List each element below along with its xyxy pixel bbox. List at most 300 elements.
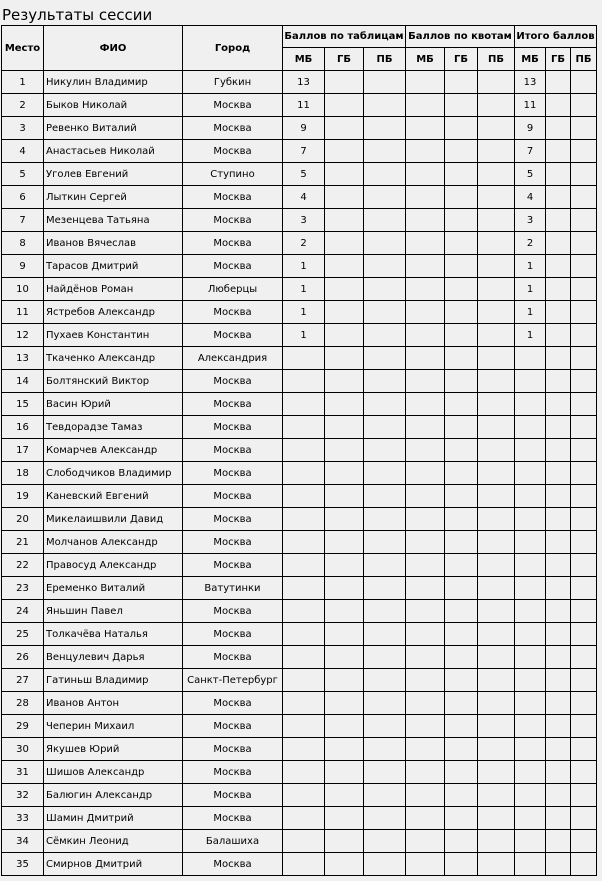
- total-pb-cell: [571, 784, 597, 807]
- total-mb-cell: [515, 577, 546, 600]
- tables-mb-cell: [283, 715, 325, 738]
- tables-mb-cell: 1: [283, 255, 325, 278]
- name-cell: Мезенцева Татьяна: [44, 209, 183, 232]
- place-cell: 9: [2, 255, 44, 278]
- quotas-gb-cell: [445, 71, 478, 94]
- total-mb-cell: [515, 807, 546, 830]
- table-row: [2, 738, 597, 761]
- place-cell: 33: [2, 807, 44, 830]
- tables-mb-cell: [283, 485, 325, 508]
- total-pb-cell: [571, 715, 597, 738]
- place-cell: 35: [2, 853, 44, 876]
- place-cell: 20: [2, 508, 44, 531]
- tables-pb-cell: [364, 301, 406, 324]
- total-mb-cell: 1: [515, 324, 546, 347]
- name-cell: Гатиньш Владимир: [44, 669, 183, 692]
- total-gb-cell: [546, 830, 571, 853]
- total-mb-cell: 5: [515, 163, 546, 186]
- total-gb-cell: [546, 784, 571, 807]
- quotas-gb-cell: [445, 738, 478, 761]
- tables-pb-cell: [364, 462, 406, 485]
- table-row: [2, 393, 597, 416]
- total-gb-cell: [546, 853, 571, 876]
- total-pb-cell: [571, 761, 597, 784]
- quotas-pb-cell: [478, 255, 515, 278]
- city-cell: Москва: [183, 784, 283, 807]
- total-gb-cell: [546, 255, 571, 278]
- tables-pb-cell: [364, 554, 406, 577]
- table-row: [2, 830, 597, 853]
- place-cell: 1: [2, 71, 44, 94]
- name-cell: Каневский Евгений: [44, 485, 183, 508]
- place-cell: 31: [2, 761, 44, 784]
- total-pb-cell: [571, 692, 597, 715]
- quotas-mb-cell: [406, 508, 445, 531]
- tables-mb-cell: 13: [283, 71, 325, 94]
- place-cell: 12: [2, 324, 44, 347]
- name-cell: Ревенко Виталий: [44, 117, 183, 140]
- total-pb-cell: [571, 738, 597, 761]
- tables-pb-cell: [364, 600, 406, 623]
- tables-mb-cell: [283, 784, 325, 807]
- table-row: [2, 692, 597, 715]
- place-cell: 10: [2, 278, 44, 301]
- quotas-gb-cell: [445, 485, 478, 508]
- place-cell: 2: [2, 94, 44, 117]
- tables-mb-cell: 11: [283, 94, 325, 117]
- total-gb-cell: [546, 439, 571, 462]
- tables-gb-cell: [325, 462, 364, 485]
- name-cell: Яньшин Павел: [44, 600, 183, 623]
- quotas-gb-cell: [445, 761, 478, 784]
- total-pb-cell: [571, 439, 597, 462]
- total-gb-cell: [546, 347, 571, 370]
- total-gb-cell: [546, 324, 571, 347]
- city-cell: Люберцы: [183, 278, 283, 301]
- city-cell: Москва: [183, 117, 283, 140]
- total-mb-cell: 1: [515, 255, 546, 278]
- quotas-pb-cell: [478, 761, 515, 784]
- table-row: [2, 278, 597, 301]
- tables-mb-cell: [283, 646, 325, 669]
- tables-pb-cell: [364, 255, 406, 278]
- quotas-gb-cell: [445, 577, 478, 600]
- table-row: [2, 186, 597, 209]
- name-cell: Тевдорадзе Тамаз: [44, 416, 183, 439]
- quotas-pb-cell: [478, 784, 515, 807]
- total-pb-cell: [571, 830, 597, 853]
- tables-mb-cell: [283, 830, 325, 853]
- column-header-tables-mb: МБ: [283, 48, 325, 71]
- total-pb-cell: [571, 416, 597, 439]
- place-cell: 13: [2, 347, 44, 370]
- table-row: [2, 807, 597, 830]
- total-gb-cell: [546, 209, 571, 232]
- table-row: [2, 416, 597, 439]
- total-mb-cell: [515, 761, 546, 784]
- tables-gb-cell: [325, 117, 364, 140]
- quotas-pb-cell: [478, 393, 515, 416]
- quotas-gb-cell: [445, 347, 478, 370]
- total-pb-cell: [571, 301, 597, 324]
- total-mb-cell: 13: [515, 71, 546, 94]
- tables-mb-cell: [283, 807, 325, 830]
- total-gb-cell: [546, 301, 571, 324]
- tables-gb-cell: [325, 485, 364, 508]
- table-row: [2, 370, 597, 393]
- place-cell: 7: [2, 209, 44, 232]
- quotas-pb-cell: [478, 600, 515, 623]
- quotas-gb-cell: [445, 784, 478, 807]
- quotas-gb-cell: [445, 669, 478, 692]
- total-pb-cell: [571, 508, 597, 531]
- tables-mb-cell: 7: [283, 140, 325, 163]
- column-header-total-gb: ГБ: [546, 48, 571, 71]
- city-cell: Москва: [183, 186, 283, 209]
- tables-pb-cell: [364, 393, 406, 416]
- quotas-mb-cell: [406, 692, 445, 715]
- tables-gb-cell: [325, 94, 364, 117]
- tables-pb-cell: [364, 439, 406, 462]
- tables-gb-cell: [325, 393, 364, 416]
- quotas-gb-cell: [445, 508, 478, 531]
- total-mb-cell: [515, 531, 546, 554]
- quotas-mb-cell: [406, 71, 445, 94]
- place-cell: 15: [2, 393, 44, 416]
- total-mb-cell: 7: [515, 140, 546, 163]
- tables-gb-cell: [325, 301, 364, 324]
- name-cell: Иванов Вячеслав: [44, 232, 183, 255]
- total-pb-cell: [571, 186, 597, 209]
- tables-gb-cell: [325, 577, 364, 600]
- quotas-gb-cell: [445, 370, 478, 393]
- name-cell: Ткаченко Александр: [44, 347, 183, 370]
- tables-gb-cell: [325, 255, 364, 278]
- total-gb-cell: [546, 508, 571, 531]
- quotas-mb-cell: [406, 416, 445, 439]
- quotas-mb-cell: [406, 830, 445, 853]
- place-cell: 32: [2, 784, 44, 807]
- quotas-gb-cell: [445, 416, 478, 439]
- quotas-mb-cell: [406, 232, 445, 255]
- quotas-mb-cell: [406, 784, 445, 807]
- place-cell: 29: [2, 715, 44, 738]
- total-pb-cell: [571, 669, 597, 692]
- tables-mb-cell: 1: [283, 324, 325, 347]
- quotas-pb-cell: [478, 186, 515, 209]
- total-gb-cell: [546, 94, 571, 117]
- total-pb-cell: [571, 278, 597, 301]
- city-cell: Москва: [183, 600, 283, 623]
- city-cell: Александрия: [183, 347, 283, 370]
- total-mb-cell: [515, 623, 546, 646]
- quotas-pb-cell: [478, 531, 515, 554]
- tables-mb-cell: [283, 853, 325, 876]
- tables-gb-cell: [325, 600, 364, 623]
- quotas-mb-cell: [406, 462, 445, 485]
- quotas-gb-cell: [445, 439, 478, 462]
- total-gb-cell: [546, 646, 571, 669]
- total-pb-cell: [571, 393, 597, 416]
- total-gb-cell: [546, 531, 571, 554]
- table-row: [2, 347, 597, 370]
- quotas-gb-cell: [445, 554, 478, 577]
- tables-mb-cell: [283, 600, 325, 623]
- name-cell: Молчанов Александр: [44, 531, 183, 554]
- city-cell: Москва: [183, 715, 283, 738]
- city-cell: Москва: [183, 301, 283, 324]
- table-row: [2, 485, 597, 508]
- name-cell: Лыткин Сергей: [44, 186, 183, 209]
- tables-mb-cell: [283, 531, 325, 554]
- quotas-pb-cell: [478, 94, 515, 117]
- quotas-mb-cell: [406, 255, 445, 278]
- quotas-mb-cell: [406, 140, 445, 163]
- city-cell: Москва: [183, 370, 283, 393]
- table-row: [2, 761, 597, 784]
- quotas-pb-cell: [478, 324, 515, 347]
- tables-gb-cell: [325, 232, 364, 255]
- place-cell: 16: [2, 416, 44, 439]
- total-gb-cell: [546, 715, 571, 738]
- name-cell: Найдёнов Роман: [44, 278, 183, 301]
- total-gb-cell: [546, 462, 571, 485]
- total-gb-cell: [546, 232, 571, 255]
- tables-pb-cell: [364, 324, 406, 347]
- total-pb-cell: [571, 462, 597, 485]
- total-gb-cell: [546, 577, 571, 600]
- tables-mb-cell: [283, 692, 325, 715]
- tables-mb-cell: [283, 554, 325, 577]
- quotas-pb-cell: [478, 301, 515, 324]
- total-gb-cell: [546, 692, 571, 715]
- place-cell: 34: [2, 830, 44, 853]
- total-gb-cell: [546, 370, 571, 393]
- city-cell: Москва: [183, 255, 283, 278]
- tables-mb-cell: [283, 761, 325, 784]
- tables-pb-cell: [364, 508, 406, 531]
- tables-gb-cell: [325, 278, 364, 301]
- quotas-gb-cell: [445, 600, 478, 623]
- quotas-pb-cell: [478, 577, 515, 600]
- results-table: [1, 25, 597, 876]
- quotas-gb-cell: [445, 807, 478, 830]
- tables-gb-cell: [325, 71, 364, 94]
- tables-gb-cell: [325, 692, 364, 715]
- table-row: [2, 462, 597, 485]
- total-gb-cell: [546, 807, 571, 830]
- column-header-quotas-gb: ГБ: [445, 48, 478, 71]
- table-row: [2, 577, 597, 600]
- total-mb-cell: 2: [515, 232, 546, 255]
- table-row: [2, 600, 597, 623]
- quotas-pb-cell: [478, 278, 515, 301]
- quotas-pb-cell: [478, 416, 515, 439]
- total-pb-cell: [571, 117, 597, 140]
- total-pb-cell: [571, 853, 597, 876]
- city-cell: Москва: [183, 508, 283, 531]
- name-cell: Смирнов Дмитрий: [44, 853, 183, 876]
- total-mb-cell: [515, 669, 546, 692]
- total-gb-cell: [546, 600, 571, 623]
- quotas-pb-cell: [478, 853, 515, 876]
- tables-mb-cell: [283, 439, 325, 462]
- column-header-quotas-mb: МБ: [406, 48, 445, 71]
- quotas-gb-cell: [445, 117, 478, 140]
- table-row: [2, 94, 597, 117]
- quotas-mb-cell: [406, 600, 445, 623]
- quotas-gb-cell: [445, 462, 478, 485]
- total-gb-cell: [546, 163, 571, 186]
- name-cell: Правосуд Александр: [44, 554, 183, 577]
- quotas-mb-cell: [406, 623, 445, 646]
- quotas-mb-cell: [406, 669, 445, 692]
- total-mb-cell: [515, 830, 546, 853]
- total-pb-cell: [571, 163, 597, 186]
- total-mb-cell: [515, 508, 546, 531]
- city-cell: Москва: [183, 692, 283, 715]
- total-mb-cell: [515, 416, 546, 439]
- quotas-pb-cell: [478, 830, 515, 853]
- quotas-gb-cell: [445, 94, 478, 117]
- total-pb-cell: [571, 324, 597, 347]
- city-cell: Москва: [183, 646, 283, 669]
- quotas-pb-cell: [478, 140, 515, 163]
- quotas-mb-cell: [406, 646, 445, 669]
- total-mb-cell: 4: [515, 186, 546, 209]
- tables-pb-cell: [364, 692, 406, 715]
- total-mb-cell: [515, 600, 546, 623]
- quotas-mb-cell: [406, 209, 445, 232]
- quotas-mb-cell: [406, 577, 445, 600]
- total-mb-cell: 3: [515, 209, 546, 232]
- total-mb-cell: [515, 370, 546, 393]
- column-header-name: ФИО: [44, 26, 183, 71]
- place-cell: 23: [2, 577, 44, 600]
- place-cell: 24: [2, 600, 44, 623]
- tables-pb-cell: [364, 830, 406, 853]
- name-cell: Никулин Владимир: [44, 71, 183, 94]
- quotas-gb-cell: [445, 186, 478, 209]
- quotas-gb-cell: [445, 646, 478, 669]
- place-cell: 22: [2, 554, 44, 577]
- quotas-mb-cell: [406, 738, 445, 761]
- city-cell: Москва: [183, 439, 283, 462]
- tables-mb-cell: 9: [283, 117, 325, 140]
- table-row: [2, 439, 597, 462]
- city-cell: Санкт-Петербург: [183, 669, 283, 692]
- total-pb-cell: [571, 485, 597, 508]
- quotas-mb-cell: [406, 347, 445, 370]
- name-cell: Болтянский Виктор: [44, 370, 183, 393]
- table-row: [2, 853, 597, 876]
- tables-mb-cell: [283, 393, 325, 416]
- quotas-mb-cell: [406, 531, 445, 554]
- total-pb-cell: [571, 623, 597, 646]
- quotas-mb-cell: [406, 853, 445, 876]
- place-cell: 21: [2, 531, 44, 554]
- tables-pb-cell: [364, 623, 406, 646]
- tables-gb-cell: [325, 830, 364, 853]
- table-row: [2, 508, 597, 531]
- table-row: [2, 209, 597, 232]
- name-cell: Быков Николай: [44, 94, 183, 117]
- tables-pb-cell: [364, 117, 406, 140]
- name-cell: Венцулевич Дарья: [44, 646, 183, 669]
- name-cell: Шамин Дмитрий: [44, 807, 183, 830]
- quotas-mb-cell: [406, 163, 445, 186]
- results-body: [2, 71, 597, 876]
- table-row: [2, 301, 597, 324]
- quotas-pb-cell: [478, 232, 515, 255]
- tables-pb-cell: [364, 94, 406, 117]
- quotas-pb-cell: [478, 669, 515, 692]
- place-cell: 19: [2, 485, 44, 508]
- quotas-gb-cell: [445, 278, 478, 301]
- tables-pb-cell: [364, 807, 406, 830]
- total-pb-cell: [571, 255, 597, 278]
- column-header-city: Город: [183, 26, 283, 71]
- total-mb-cell: [515, 646, 546, 669]
- quotas-gb-cell: [445, 692, 478, 715]
- quotas-pb-cell: [478, 117, 515, 140]
- city-cell: Москва: [183, 853, 283, 876]
- table-row: [2, 163, 597, 186]
- total-gb-cell: [546, 669, 571, 692]
- tables-pb-cell: [364, 370, 406, 393]
- city-cell: Москва: [183, 209, 283, 232]
- name-cell: Еременко Виталий: [44, 577, 183, 600]
- name-cell: Чеперин Михаил: [44, 715, 183, 738]
- total-gb-cell: [546, 186, 571, 209]
- tables-pb-cell: [364, 163, 406, 186]
- column-header-tables-pb: ПБ: [364, 48, 406, 71]
- total-pb-cell: [571, 531, 597, 554]
- quotas-pb-cell: [478, 485, 515, 508]
- city-cell: Балашиха: [183, 830, 283, 853]
- name-cell: Балюгин Александр: [44, 784, 183, 807]
- quotas-pb-cell: [478, 347, 515, 370]
- tables-mb-cell: 5: [283, 163, 325, 186]
- table-row: [2, 715, 597, 738]
- total-mb-cell: [515, 554, 546, 577]
- table-row: [2, 140, 597, 163]
- tables-gb-cell: [325, 646, 364, 669]
- total-mb-cell: 1: [515, 301, 546, 324]
- page-title: Результаты сессии: [2, 6, 153, 24]
- quotas-gb-cell: [445, 324, 478, 347]
- total-gb-cell: [546, 393, 571, 416]
- name-cell: Анастасьев Николай: [44, 140, 183, 163]
- quotas-gb-cell: [445, 531, 478, 554]
- city-cell: Москва: [183, 94, 283, 117]
- quotas-pb-cell: [478, 692, 515, 715]
- place-cell: 5: [2, 163, 44, 186]
- tables-gb-cell: [325, 669, 364, 692]
- total-mb-cell: [515, 784, 546, 807]
- tables-gb-cell: [325, 209, 364, 232]
- tables-pb-cell: [364, 209, 406, 232]
- total-gb-cell: [546, 554, 571, 577]
- tables-pb-cell: [364, 71, 406, 94]
- quotas-pb-cell: [478, 209, 515, 232]
- tables-pb-cell: [364, 416, 406, 439]
- quotas-mb-cell: [406, 186, 445, 209]
- total-pb-cell: [571, 209, 597, 232]
- city-cell: Москва: [183, 393, 283, 416]
- place-cell: 30: [2, 738, 44, 761]
- quotas-gb-cell: [445, 232, 478, 255]
